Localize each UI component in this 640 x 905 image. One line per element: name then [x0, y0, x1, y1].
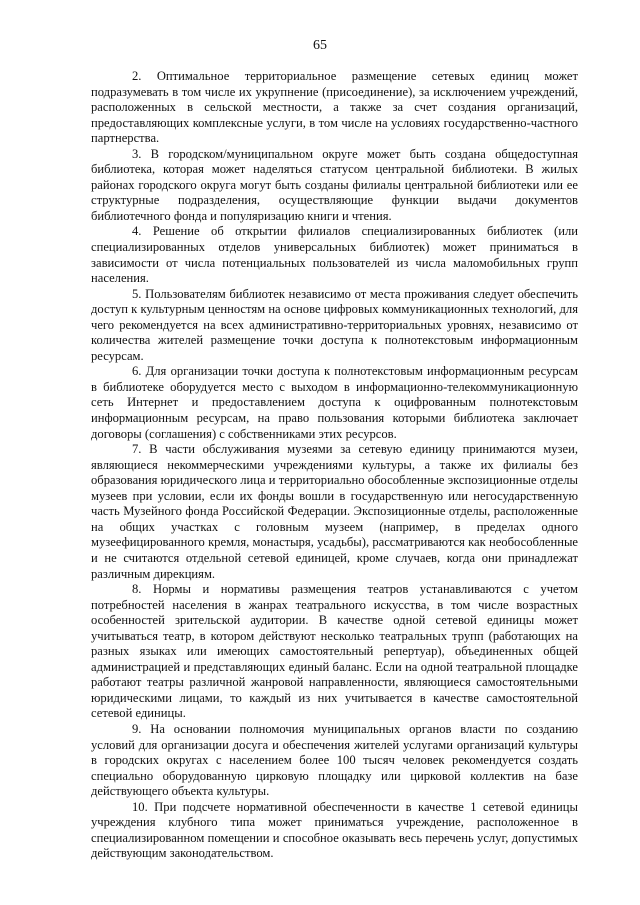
paragraph-item-6: 6. Для организации точки доступа к полнотекстовым информационным ресурсам в библиотеке оборудуется место с выходом в информационно-телекоммуникационную сеть Интернет и предоставлением доступа к оцифрованным полнотекстовым информационным ресурсам, на право пользования которыми библиотека заключает договоры (соглашения) с собственниками этих ресурсов. — [91, 364, 578, 441]
paragraph-item-7: 7. В части обслуживания музеями за сетевую единицу принимаются музеи, являющиеся некоммерческими учреждениями культуры, а также их филиалы без образования юридического лица и территориально обособленные экспозиционные отделы музеев при условии, если их фонды вошли в государственную или негосударственную часть Музейного фонда Российской Федерации. Экспозиционные отделы, расположенные на общих участках с головным музеем (например, в пределах одного музеефицированного кремля, монастыря, усадьбы), рассматриваются как необособленные и не считаются отдельной сетевой единицей, кроме случаев, когда они принадлежат различным дирекциям. — [91, 442, 578, 581]
page-number: 65 — [313, 38, 327, 53]
document-body — [91, 69, 578, 862]
paragraph-item-2: 2. Оптимальное территориальное размещение сетевых единиц может подразумевать в том числе их укрупнение (присоединение), за исключением учреждений, расположенных в сельской местности, а также за счет создания организаций, предоставляющих комплексные услуги, в том числе на условиях государственно-частного партнерства. — [91, 69, 578, 146]
paragraph-item-10: 10. При подсчете нормативной обеспеченности в качестве 1 сетевой единицы учреждения клубного типа может приниматься учреждение, расположенное в специализированном помещении и способное оказывать весь перечень услуг, допустимых действующим законодательством. — [91, 799, 578, 861]
paragraph-item-5: 5. Пользователям библиотек независимо от места проживания следует обеспечить доступ к культурным ценностям на основе цифровых коммуникационных технологий, для чего рекомендуется на всех административно-территориальных уровнях, независимо от количества жителей размещение точки доступа к полнотекстовым информационным ресурсам. — [91, 286, 578, 363]
paragraph-item-4: 4. Решение об открытии филиалов специализированных библиотек (или специализированных отделов универсальных библиотек) может приниматься в зависимости от числа потенциальных пользователей из числа маломобильных групп населения. — [91, 224, 578, 286]
paragraph-item-9: 9. На основании полномочия муниципальных органов власти по созданию условий для организации досуга и обеспечения жителей услугами организаций культуры в городских округах с населением более 100 тысяч человек рекомендуется создать специально оборудованную цирковую площадку или цирковой коллектив на базе действующего объекта культуры. — [91, 721, 578, 799]
paragraph-item-3: 3. В городском/муниципальном округе может быть создана общедоступная библиотека, которая может наделяться статусом центральной библиотеки. В жилых районах городского округа могут быть созданы филиалы центральной библиотеки или ее структурные подразделения, осуществляющие функции выдачи документов библиотечного фонда и популяризацию книги и чтения. — [91, 146, 578, 223]
paragraph-item-8: 8. Нормы и нормативы размещения театров устанавливаются с учетом потребностей населения в жанрах театрального искусства, в том числе возрастных особенностей зрительской аудитории. В качестве одной сетевой единицы может учитываться театр, в котором действуют несколько театральных трупп (работающих на разных языках или имеющих самостоятельный репертуар), объединенных общей администрацией и представляющих единый баланс. Если на одной театральной площадке работают театры различной жанровой направленности, являющиеся самостоятельными юридическими лицами, то каждый из них учитывается в качестве самостоятельной сетевой единицы. — [91, 582, 578, 721]
